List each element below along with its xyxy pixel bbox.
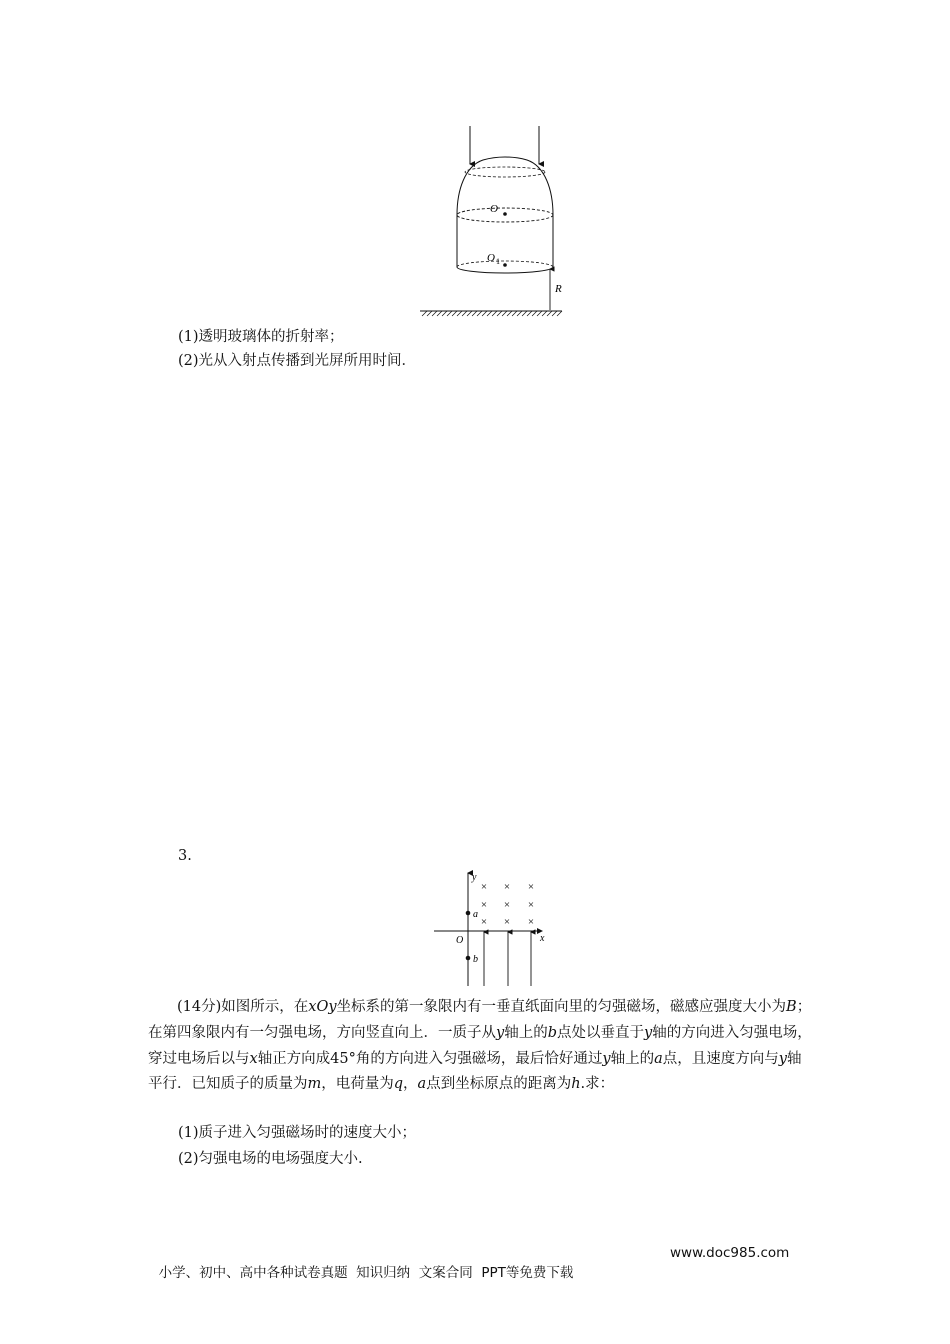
question3-item-1: (1)质子进入匀强磁场时的速度大小； [178, 1125, 417, 1141]
svg-text:×: × [527, 916, 535, 928]
origin-label: O [456, 935, 464, 946]
footer-url[interactable]: www.doc985.com [670, 1245, 790, 1261]
page-footer [150, 1245, 810, 1297]
dome-top-ellipse [465, 167, 545, 177]
y-axis-label: y [472, 872, 477, 883]
magnetic-field-marks [481, 881, 534, 928]
svg-text:×: × [503, 881, 511, 893]
label-o1: O [487, 252, 495, 264]
question3-stem: (14分)如图所示，在xOy坐标系的第一象限内有一垂直纸面向里的匀强磁场，磁感应强度大小为B；在第四象限内有一匀强电场，方向竖直向上．一质子从y轴上的b点处以垂直于y轴的方向进入匀强电场，穿过电场后以与x轴正方向成45°角的方向进入匀强磁场，最后恰好通过y轴上的a点，且速度方向与y轴平行．已知质子的质量为m，电荷量为q，a点到坐标原点的距离为h.求： [148, 999, 812, 1093]
question2-item-1: (1)透明玻璃体的折射率； [178, 329, 344, 345]
point-b-label: b [473, 954, 478, 965]
footer-text: 小学、初中、高中各种试卷真题 知识归纳 文案合同 PPT等免费下载 [158, 1265, 574, 1281]
point-a-label: a [473, 909, 478, 920]
svg-text:×: × [527, 881, 535, 893]
label-r: R [555, 283, 562, 295]
point-a [466, 911, 471, 916]
ground-hatching [422, 311, 562, 316]
question2-item-2: (2)光从入射点传播到光屏所用时间． [178, 353, 417, 369]
point-b [466, 956, 471, 961]
x-axis-label: x [540, 933, 545, 944]
glass-body-figure [415, 120, 565, 325]
center-point-o1 [503, 263, 507, 267]
svg-text:×: × [503, 899, 511, 911]
svg-text:×: × [503, 916, 511, 928]
svg-text:×: × [480, 881, 488, 893]
question3-number: 3. [178, 848, 192, 864]
svg-text:×: × [527, 899, 535, 911]
magnetic-field-figure [430, 868, 550, 990]
label-o1-sub: 1 [496, 257, 500, 266]
svg-text:×: × [480, 899, 488, 911]
label-o: O [490, 203, 498, 215]
hemisphere-dome [457, 157, 553, 215]
svg-text:×: × [480, 916, 488, 928]
center-point-o [503, 212, 507, 216]
bottom-ellipse-front [457, 267, 553, 273]
question3-item-2: (2)匀强电场的电场强度大小. [178, 1151, 363, 1167]
